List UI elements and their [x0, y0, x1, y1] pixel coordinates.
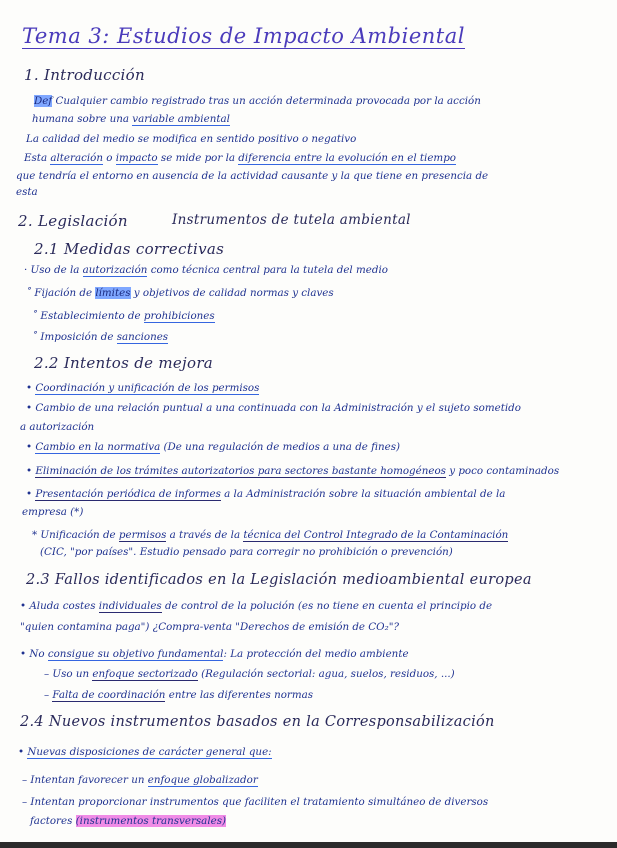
s1-line-3: La calidad del medio se modifica en sentido positivo o negativo: [26, 133, 357, 145]
s1-l4b: alteración: [50, 152, 103, 164]
f3a: Uso un: [52, 668, 93, 680]
m4a: Imposición de: [40, 331, 117, 343]
section-2-heading: 2. Legislación: [18, 212, 128, 230]
s1-l2b: variable ambiental: [132, 113, 230, 125]
m-line-4: ˚ Imposición de sanciones: [32, 331, 169, 343]
n-line-3: – Intentan proporcionar instrumentos que faciliten el tratamiento simultáneo de diversos: [22, 796, 489, 808]
f-line-4: – Falta de coordinación entre las diferentes normas: [44, 689, 314, 701]
s1-line-4: [24, 152, 456, 164]
s1-l4a: Esta: [24, 152, 51, 164]
subsection-2-2: 2.2 Intentos de mejora: [34, 354, 214, 372]
f2a: No: [29, 648, 48, 660]
m3b: prohibiciones: [143, 310, 215, 322]
m2b: límites: [95, 287, 131, 299]
s1-line-6: esta: [16, 186, 38, 198]
n4b: (instrumentos transversales): [75, 815, 227, 827]
f2b: consigue su objetivo fundamental: [47, 648, 224, 660]
def-tag: Def: [34, 95, 53, 107]
f4a: Falta de coordinación: [52, 689, 166, 701]
i4b: y poco contaminados: [445, 465, 560, 477]
m1c: como técnica central para la tutela del medio: [147, 264, 388, 276]
f3c: (Regulación sectorial: agua, suelos, residuos, ...): [197, 668, 455, 680]
scan-edge-divider: [0, 842, 617, 848]
i-line-2: • Cambio de una relación puntual a una continuada con la Administración y el sujeto sometido: [26, 402, 521, 414]
i-line-6e: (CIC, "por países". Estudio pensado para corregir no prohibición o prevención): [40, 546, 453, 558]
i3b: (De una regulación de medios a una de fines): [160, 441, 401, 453]
f-line-1d: "quien contamina paga") ¿Compra-venta "Derechos de emisión de CO₂"?: [20, 621, 400, 633]
n3: Intentan proporcionar instrumentos que faciliten el tratamiento simultáneo de diversos: [30, 796, 489, 808]
i-line-5c: empresa (*): [22, 506, 84, 518]
subsection-2-3: 2.3 Fallos identificados en la Legislación medioambiental europea: [26, 572, 532, 588]
f-line-1: • Aluda costes individuales de control de la polución (es no tiene en cuenta el principio de: [20, 600, 493, 612]
i6b: permisos: [118, 529, 167, 541]
i4a: Eliminación de los trámites autorizatorios para sectores bastante homogéneos: [35, 465, 446, 477]
m1b: autorización: [82, 264, 148, 276]
s1-l2a: humana sobre una: [32, 113, 133, 125]
f4b: entre las diferentes normas: [165, 689, 314, 701]
s1-l4d: impacto: [115, 152, 158, 164]
i-line-6: * Unificación de permisos a través de la técnica del Control Integrado de la Contaminación: [32, 529, 509, 541]
n1: Nuevas disposiciones de carácter general que:: [27, 746, 272, 758]
m3a: Establecimiento de: [40, 310, 144, 322]
n-line-2: – Intentan favorecer un enfoque globalizador: [22, 774, 258, 786]
i-line-1: • Coordinación y unificación de los permisos: [26, 382, 260, 394]
subsection-2-4: 2.4 Nuevos instrumentos basados en la Corresponsabilización: [20, 714, 495, 730]
m-line-1: · Uso de la autorización como técnica central para la tutela del medio: [24, 264, 388, 276]
s1-l1: Cualquier cambio registrado tras un acción determinada provocada por la acción: [55, 95, 481, 107]
title-text: Tema 3: Estudios de Impacto Ambiental: [22, 24, 465, 48]
f1c: de control de la polución (es no tiene en cuenta el principio de: [161, 600, 493, 612]
s1-l4e: se mide por la: [157, 152, 239, 164]
f2c: : La protección del medio ambiente: [223, 648, 409, 660]
s1-l4c: o: [102, 152, 116, 164]
m1a: Uso de la: [30, 264, 83, 276]
section-1-heading: 1. Introducción: [24, 66, 145, 84]
m-line-3: ˚ Establecimiento de prohibiciones: [32, 310, 215, 322]
i-line-5: • Presentación periódica de informes a la Administración sobre la situación ambiental de la: [26, 488, 506, 500]
i2: Cambio de una relación puntual a una continuada con la Administración y el sujeto sometido: [35, 402, 521, 414]
s1-line-2: [32, 113, 230, 125]
f1a: Aluda costes: [29, 600, 99, 612]
i5a: Presentación periódica de informes: [35, 488, 221, 500]
i-line-2b: a autorización: [20, 421, 95, 433]
n2b: enfoque globalizador: [147, 774, 258, 786]
f1b: individuales: [98, 600, 162, 612]
n2a: Intentan favorecer un: [30, 774, 148, 786]
subsection-2-1: 2.1 Medidas correctivas: [34, 240, 225, 258]
n4a: factores: [30, 815, 76, 827]
s1-line-1: [34, 95, 481, 107]
i-line-4: • Eliminación de los trámites autorizatorios para sectores bastante homogéneos y poco contaminados: [26, 465, 560, 477]
i3a: Cambio en la normativa: [35, 441, 161, 453]
i6a: Unificación de: [40, 529, 119, 541]
m4b: sanciones: [116, 331, 169, 343]
i-line-3: • Cambio en la normativa (De una regulación de medios a una de fines): [26, 441, 401, 453]
m2a: Fijación de: [34, 287, 96, 299]
s1-l4f: diferencia entre la evolución en el tiempo: [238, 152, 456, 164]
m-line-2: ˚ Fijación de límites y objetivos de calidad normas y claves: [26, 287, 334, 299]
m2c: y objetivos de calidad normas y claves: [130, 287, 334, 299]
n-line-4: [30, 815, 226, 827]
f-line-2: • No consigue su objetivo fundamental: La protección del medio ambiente: [20, 648, 409, 660]
section-2-heading-right: Instrumentos de tutela ambiental: [172, 212, 411, 228]
i1: Coordinación y unificación de los permisos: [35, 382, 260, 394]
i5b: a la Administración sobre la situación ambiental de la: [220, 488, 506, 500]
f-line-3: – Uso un enfoque sectorizado (Regulación sectorial: agua, suelos, residuos, ...): [44, 668, 455, 680]
i6d: técnica del Control Integrado de la Contaminación: [243, 529, 509, 541]
page-title: [22, 24, 465, 48]
i6c: a través de la: [166, 529, 244, 541]
n-line-1: • Nuevas disposiciones de carácter general que:: [18, 746, 272, 758]
f3b: enfoque sectorizado: [92, 668, 198, 680]
s1-line-5: que tendría el entorno en ausencia de la actividad causante y la que tiene en presencia de: [16, 170, 489, 182]
